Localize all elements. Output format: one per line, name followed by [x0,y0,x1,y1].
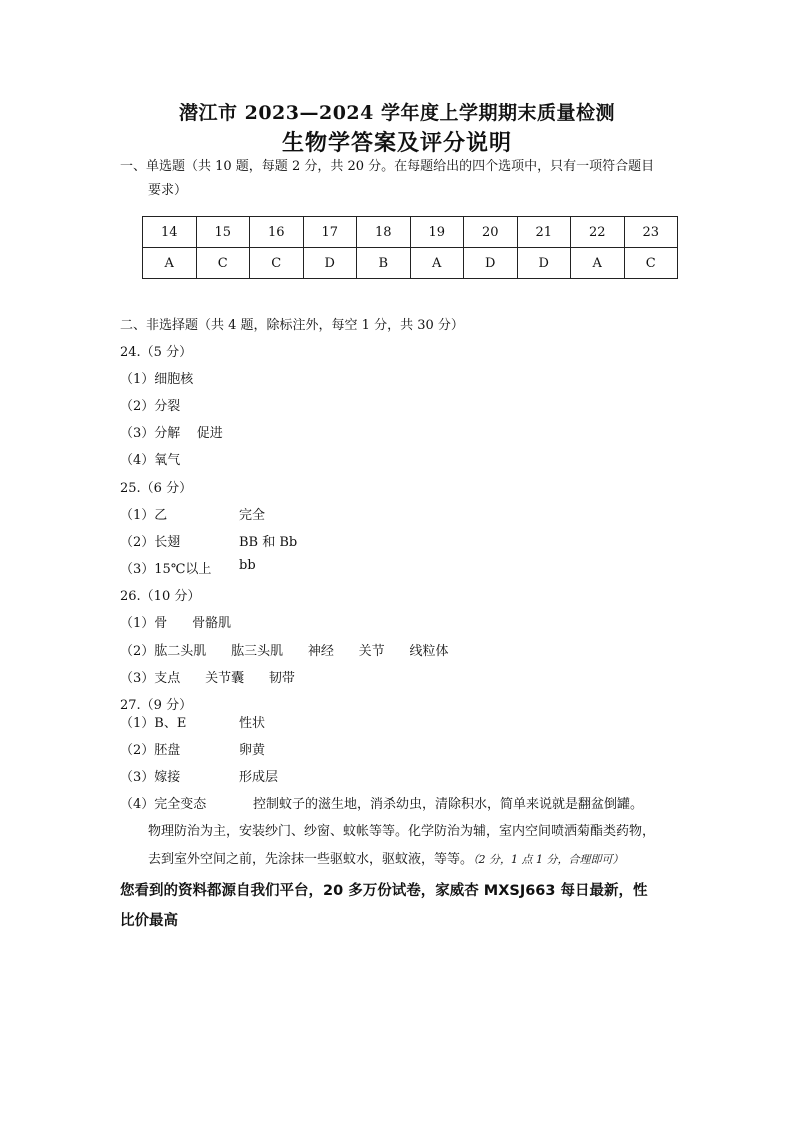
q24-answer-1: （1）细胞核 [120,372,194,387]
section1-heading [120,155,680,203]
q27-answer-1b: 性状 [239,716,266,731]
document-title: 潜江市 2023—2024 学年度上学期期末质量检测 [179,102,615,124]
question-number: 18 [357,217,411,248]
question-number: 15 [196,217,250,248]
q27-answer-3a: （3）嫁接 [120,770,181,785]
answer-cell: C [250,248,304,279]
q25-answer-1a: （1）乙 [120,508,168,523]
question-number: 17 [303,217,357,248]
document-subtitle: 生物学答案及评分说明 [281,130,512,156]
promo-line-1: 您看到的资料都源自我们平台，20 多万份试卷，家威杏 MXSJ663 每日最新，性 [120,883,648,899]
section1-heading-line1: 一、单选题（共 10 题，每题 2 分，共 20 分。在每题给出的四个选项中，只有一项符合题目 [120,159,655,174]
answer-cell: A [571,248,625,279]
question-number: 14 [143,217,197,248]
q26-answer-1: （1）骨 骨骼肌 [120,616,232,631]
q24-header: 24.（5 分） [120,345,193,360]
q27-scoring-note: （2 分，1 点 1 分，合理即可） [473,853,624,866]
q25-answer-2b: BB 和 Bb [239,535,298,550]
answer-table [142,216,678,279]
answer-cell: C [196,248,250,279]
q27-answer-3b: 形成层 [239,770,279,785]
q26-header: 26.（10 分） [120,589,201,604]
q27-header: 27.（9 分） [120,698,193,713]
q25-answer-1b: 完全 [239,508,266,523]
q26-answer-2: （2）肱二头肌 肱三头肌 神经 关节 线粒体 [120,644,449,659]
q26-answer-3: （3）支点 关节囊 韧带 [120,671,295,686]
section2-heading: 二、非选择题（共 4 题，除标注外，每空 1 分，共 30 分） [120,318,464,333]
question-number: 21 [517,217,571,248]
q27-answer-4-continuation-2 [148,848,624,867]
question-number: 16 [250,217,304,248]
q27-answer-2b: 卵黄 [239,743,266,758]
answer-cell: D [464,248,518,279]
answer-cell: B [357,248,411,279]
answer-table-answer-row [143,248,678,279]
q27-answer-1a: （1）B、E [120,716,187,731]
answer-cell: A [410,248,464,279]
section1-heading-line2: 要求） [148,183,188,198]
q24-answer-4: （4）氧气 [120,453,181,468]
question-number: 20 [464,217,518,248]
answer-cell: C [624,248,678,279]
promo-text [120,876,680,936]
question-number: 22 [571,217,625,248]
q24-answer-3: （3）分解 促进 [120,426,223,441]
q25-answer-3b: bb [239,558,256,573]
q24-answer-2: （2）分裂 [120,399,181,414]
q25-answer-3a: （3）15℃以上 [120,562,212,577]
promo-line-2: 比价最高 [120,913,178,929]
q25-answer-2a: （2）长翅 [120,535,181,550]
question-number: 23 [624,217,678,248]
q25-header: 25.（6 分） [120,481,193,496]
q27-answer-4a: （4）完全变态 [120,797,207,812]
answer-cell: D [517,248,571,279]
q27-answer-4-continuation-2-text: 去到室外空间之前，先涂抹一些驱蚊水，驱蚊液，等等。 [148,852,474,867]
answer-table-number-row [143,217,678,248]
q27-answer-2a: （2）胚盘 [120,743,181,758]
q27-answer-4-continuation-1: 物理防治为主，安装纱门、纱窗、蚊帐等等。化学防治为辅，室内空间喷洒菊酯类药物， [148,824,656,839]
q27-answer-4b: 控制蚊子的滋生地，消杀幼虫，清除积水，简单来说就是翻盆倒罐。 [253,797,644,812]
answer-cell: A [143,248,197,279]
answer-cell: D [303,248,357,279]
question-number: 19 [410,217,464,248]
